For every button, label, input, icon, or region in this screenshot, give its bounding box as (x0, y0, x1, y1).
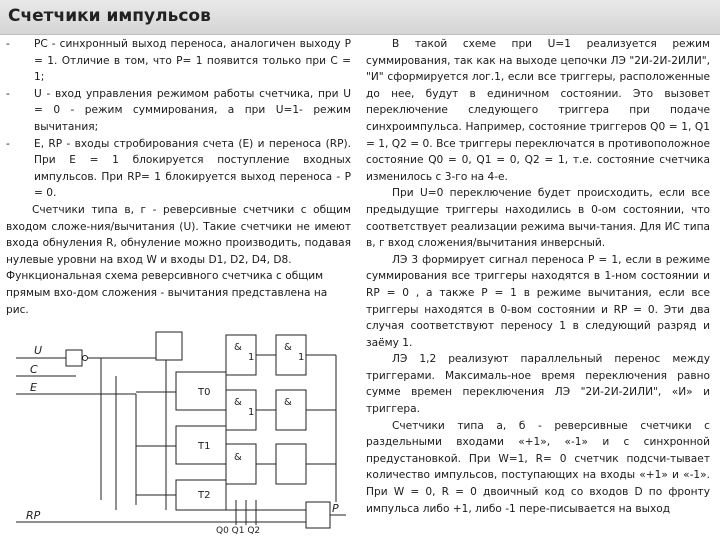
paragraph: При U=0 переключение будет происходить, если все предыдущие триггеры находились в 0-ом состоянии, что соответствует реализации режима вычи-тания. Для ИС типа в, г вход сложения/вычитания инверсный. (366, 187, 710, 250)
bullet-dash: - (6, 137, 10, 150)
trigger-label: T2 (198, 490, 211, 501)
right-column (366, 36, 710, 517)
left-column (6, 36, 351, 318)
gate-label: 1 (248, 407, 255, 418)
output-labels-q: Q0 Q1 Q2 (216, 526, 261, 535)
bullet-text: PC - синхронный выход переноса, аналогичен выходу P = 1. Отличие в том, что P= 1 появится только при C = 1; (34, 38, 351, 84)
title-bar (0, 0, 720, 35)
gate-label: 1 (298, 352, 305, 363)
bullet-text: E, RP - входы стробирования счета (E) и переноса (RP). При E = 1 блокируется поступление входных импульсов. При RP= 1 блокируется выход переноса - P = 0. (34, 137, 351, 200)
output-label-p: P (332, 502, 339, 515)
paragraph: ЛЭ 3 формирует сигнал переноса P = 1, если в режиме суммирования все триггеры находятся в 1-ном состоянии и RP = 0 , а также P = 1 в режиме вычитания, если все триггеры находятся в 0-вом состоянии и RP = 0. Эти два случая соответствуют переносу 1 в следующий разряд и заёму 1. (366, 253, 710, 349)
bullet-text: U - вход управления режимом работы счетчика, при U = 0 - режим суммирования, а при U=1- режим вычитания; (34, 87, 351, 133)
bullet-dash: - (6, 38, 10, 50)
bullet-item (6, 86, 351, 136)
input-label-u: U (34, 344, 43, 357)
paragraph: ЛЭ 1,2 реализуют параллельный перенос между триггерами. Максималь-ное время переключения равно сумме времен переключения ЛЭ "2И-2И-2ИЛИ", «И» и триггера. (366, 353, 710, 416)
paragraph: В такой схеме при U=1 реализуется режим суммирования, так как на выходе цепочки ЛЭ "2И-2И-2ИЛИ", "И" сформируется лог.1, если все триггеры, расположенные до нее, будут в единичном состоянии. Это вызовет переключение следующего триггера при подаче синхроимпульса. Например, состояние триггеров Q0 = 1, Q1 = 1, Q2 = 0. Все триггеры переключатся в противоположное состояние Q0 = 0, Q1 = 0, Q2 = 1, т.е. состояние счетчика изменилось с 3-го на 4-е. (366, 38, 710, 183)
input-label-rp: RP (26, 509, 41, 522)
gate-label: & (284, 342, 292, 353)
trigger-label: T1 (198, 441, 211, 452)
bullet-dash: - (6, 87, 10, 100)
counter-schematic (6, 330, 351, 535)
paragraph: Счетчики типа в, г - реверсивные счетчики с общим входом сложе-ния/вычитания (U). Такие счетчики не имеют входа обнуления R, обнуление можно производить, подавая нулевые уровни на вход W и входы D1, D2, D4, D8. (6, 203, 351, 266)
bullet-item (6, 36, 351, 86)
paragraph: Счетчики типа а, б - реверсивные счетчики с раздельными входами «+1», «-1» и с синхронной предустановкой. При W=1, R= 0 счетчик подсчи-тывает количество импульсов, поступающих на входы «+1» и «-1». При W = 0, R = 0 двоичный код со входов D по фронту импульса либо +1, либо -1 пере-писывается на выход (366, 419, 710, 515)
gate-label: & (234, 452, 242, 463)
gate-label: & (234, 342, 242, 353)
input-label-c: C (30, 363, 38, 376)
input-label-e: E (30, 381, 37, 394)
gate-label: & (234, 397, 242, 408)
bullet-item (6, 136, 351, 202)
gate-label: & (284, 397, 292, 408)
gate-label: 1 (248, 352, 255, 363)
trigger-label: T0 (198, 387, 211, 398)
slide-title: Счетчики импульсов (8, 6, 211, 26)
paragraph: Функциональная схема реверсивного счетчика с общим прямым вхо-дом сложения - вычитания представлена на рис. (6, 270, 328, 316)
